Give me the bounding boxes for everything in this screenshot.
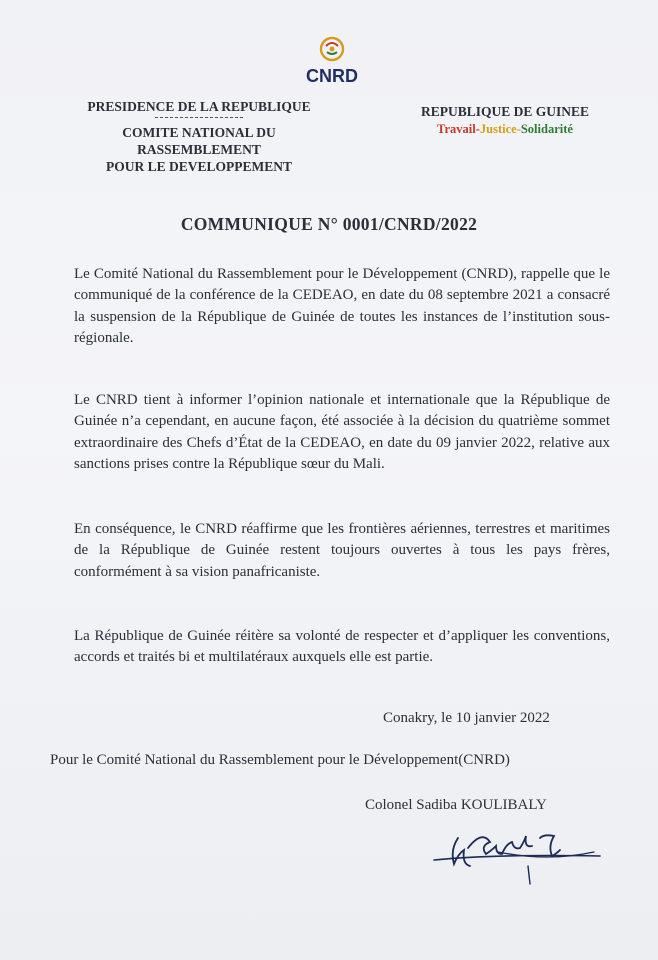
left-letterhead (74, 98, 324, 175)
header-divider (155, 117, 243, 118)
committee-line-3: POUR LE DEVELOPPEMENT (105, 159, 292, 174)
handwritten-signature (428, 808, 608, 888)
signatory-name: Colonel Sadiba KOULIBALY (365, 797, 547, 813)
paragraph-3: En conséquence, le CNRD réaffirme que les frontières aériennes, terrestres et maritimes de la République de Guinée restent toujours ouvertes à tous les pays frères, conformément à sa vision panafricaniste. (74, 521, 610, 580)
cnrd-logo (300, 30, 364, 94)
motto-separator-2: - (516, 122, 521, 136)
committee-line-2: RASSEMBLEMENT (137, 142, 261, 157)
committee-line-1: COMITE NATIONAL DU (122, 125, 276, 140)
motto-justice: Justice (479, 122, 517, 136)
place-date: Conakry, le 10 janvier 2022 (383, 710, 550, 726)
national-motto (392, 122, 618, 137)
communique-title: COMMUNIQUE N° 0001/CNRD/2022 (180, 214, 478, 234)
republic-line: REPUBLIQUE DE GUINEE (420, 104, 590, 119)
logo-text: CNRD (306, 66, 358, 86)
motto-solidarite: Solidarité (520, 122, 573, 136)
motto-separator-1: - (475, 122, 480, 136)
presidency-line: PRESIDENCE DE LA REPUBLIQUE (87, 99, 311, 114)
right-letterhead (392, 104, 618, 137)
motto-travail: Travail (437, 122, 476, 136)
on-behalf-line: Pour le Comité National du Rassemblement pour le Développement(CNRD) (50, 752, 510, 768)
paragraph-4: La République de Guinée réitère sa volonté de respecter et d’appliquer les conventions, accords et traités bi et multilatéraux auxquels elle est partie. (74, 628, 610, 666)
paragraph-1: Le Comité National du Rassemblement pour le Développement (CNRD), rappelle que le communiqué de la conférence de la CEDEAO, en date du 08 septembre 2021 a consacré la suspension de la République de Guinée de toutes les instances de l’institution sous-régionale. (74, 266, 610, 346)
paragraph-2: Le CNRD tient à informer l’opinion nationale et internationale que la République de Guinée n’a cependant, en aucune façon, été associée à la décision du quatrième sommet extraordinaire des Chefs d’État de la CEDEAO, en date du 09 janvier 2022, relative aux sanctions prises contre la République sœur du Mali. (74, 392, 610, 472)
